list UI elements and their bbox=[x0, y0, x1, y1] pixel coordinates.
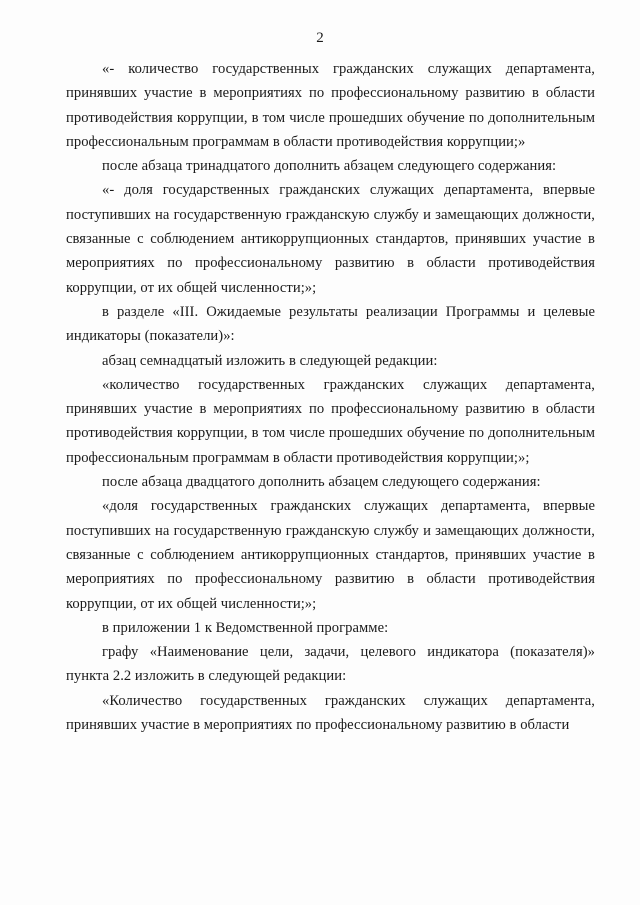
paragraph-3: «- доля государственных гражданских служащих департамента, впервые поступивших на государственную гражданскую службу и замещающих должности, связанные с соблюдением антикоррупционных стандартов, принявших участие в мероприятиях по профессиональному развитию в области противодействия коррупции, от их общей численности;»; bbox=[66, 182, 595, 296]
paragraph-2: после абзаца тринадцатого дополнить абзацем следующего содержания: bbox=[102, 158, 557, 175]
paragraph-1: «- количество государственных гражданских служащих департамента, принявших участие в мероприятиях по профессиональному развитию в области противодействия коррупции, в том числе прошедших обучение по дополнительным профессиональным программам в области противодействия коррупции;» bbox=[66, 61, 595, 150]
paragraph-10: графу «Наименование цели, задачи, целевого индикатора (показателя)» пункта 2.2 изложить в следующей редакции: bbox=[66, 644, 595, 685]
paragraph-5: абзац семнадцатый изложить в следующей редакции: bbox=[102, 352, 438, 369]
paragraph-8: «доля государственных гражданских служащих департамента, впервые поступивших на государственную гражданскую службу и замещающих должности, связанные с соблюдением антикоррупционных стандартов, принявших участие в мероприятиях по профессиональному развитию в области противодействия коррупции, от их общей численности;»; bbox=[66, 498, 595, 612]
document-body bbox=[66, 57, 595, 737]
paragraph-9: в приложении 1 к Ведомственной программе: bbox=[102, 619, 389, 636]
page-number: 2 bbox=[316, 30, 324, 46]
paragraph-6: «количество государственных гражданских служащих департамента, принявших участие в мероприятиях по профессиональному развитию в области противодействия коррупции, в том числе прошедших обучение по дополнительным профессиональным программам в области противодействия коррупции;»; bbox=[66, 376, 595, 466]
paragraph-7: после абзаца двадцатого дополнить абзацем следующего содержания: bbox=[102, 474, 541, 491]
paragraph-11: «Количество государственных гражданских служащих департамента, принявших участие в мероприятиях по профессиональному развитию в области bbox=[66, 692, 595, 734]
paragraph-4: в разделе «III. Ожидаемые результаты реализации Программы и целевые индикаторы (показатели)»: bbox=[66, 303, 595, 345]
